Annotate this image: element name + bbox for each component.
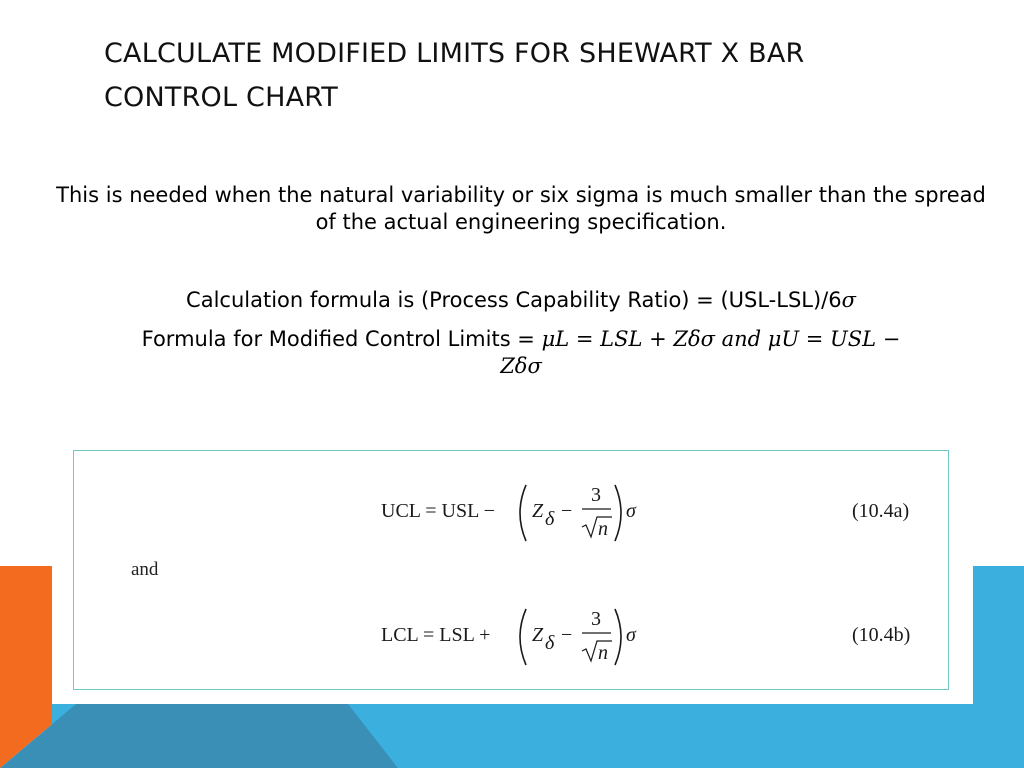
- lcl-equation-number: (10.4b): [852, 624, 911, 646]
- ucl-minus: −: [561, 500, 573, 522]
- lcl-sigma: σ: [626, 624, 636, 646]
- ucl-lhs: UCL = USL −: [381, 500, 495, 522]
- lcl-z: Z: [532, 624, 544, 646]
- ucl-right-paren: [615, 485, 621, 541]
- lcl-minus: −: [561, 624, 573, 646]
- lcl-lhs: LCL = LSL +: [381, 624, 491, 646]
- equation-image-box: [73, 450, 949, 690]
- modified-limits-expression-continued: 𝑍𝛿𝜎: [500, 354, 542, 378]
- lcl-n: n: [598, 642, 608, 664]
- modified-limits-expression: 𝜇𝐿 = 𝐿𝑆𝐿 + 𝑍𝛿𝜎 𝑎𝑛𝑑 𝜇𝑈 = 𝑈𝑆𝐿 −: [541, 327, 901, 351]
- modified-limits-line: [56, 326, 986, 380]
- ucl-left-paren: [520, 485, 526, 541]
- and-connector: and: [131, 559, 159, 580]
- lcl-right-paren: [615, 609, 621, 665]
- ucl-equation: [381, 484, 909, 541]
- intro-paragraph: This is needed when the natural variability or six sigma is much smaller than the spread of the actual engineering specification.: [56, 183, 986, 234]
- ucl-equation-number: (10.4a): [852, 500, 910, 522]
- modified-limits-text: Formula for Modified Control Limits =: [141, 327, 542, 351]
- ucl-n: n: [598, 518, 608, 540]
- lcl-z-subscript: δ: [545, 632, 555, 654]
- lcl-equation: [381, 608, 910, 665]
- capability-ratio-text: Calculation formula is (Process Capability Ratio) = (USL-LSL)/6: [186, 288, 842, 312]
- sigma-symbol: 𝜎: [841, 288, 856, 312]
- slide-title: CALCULATE MODIFIED LIMITS FOR SHEWART X BAR CONTROL CHART: [104, 38, 805, 113]
- ucl-z-subscript: δ: [545, 508, 555, 530]
- lcl-numerator: 3: [591, 608, 601, 630]
- capability-ratio-line: [56, 287, 986, 314]
- ucl-sigma: σ: [626, 500, 636, 522]
- equation-figure: [74, 451, 948, 689]
- ucl-z: Z: [532, 500, 544, 522]
- lcl-left-paren: [520, 609, 526, 665]
- ucl-numerator: 3: [591, 484, 601, 506]
